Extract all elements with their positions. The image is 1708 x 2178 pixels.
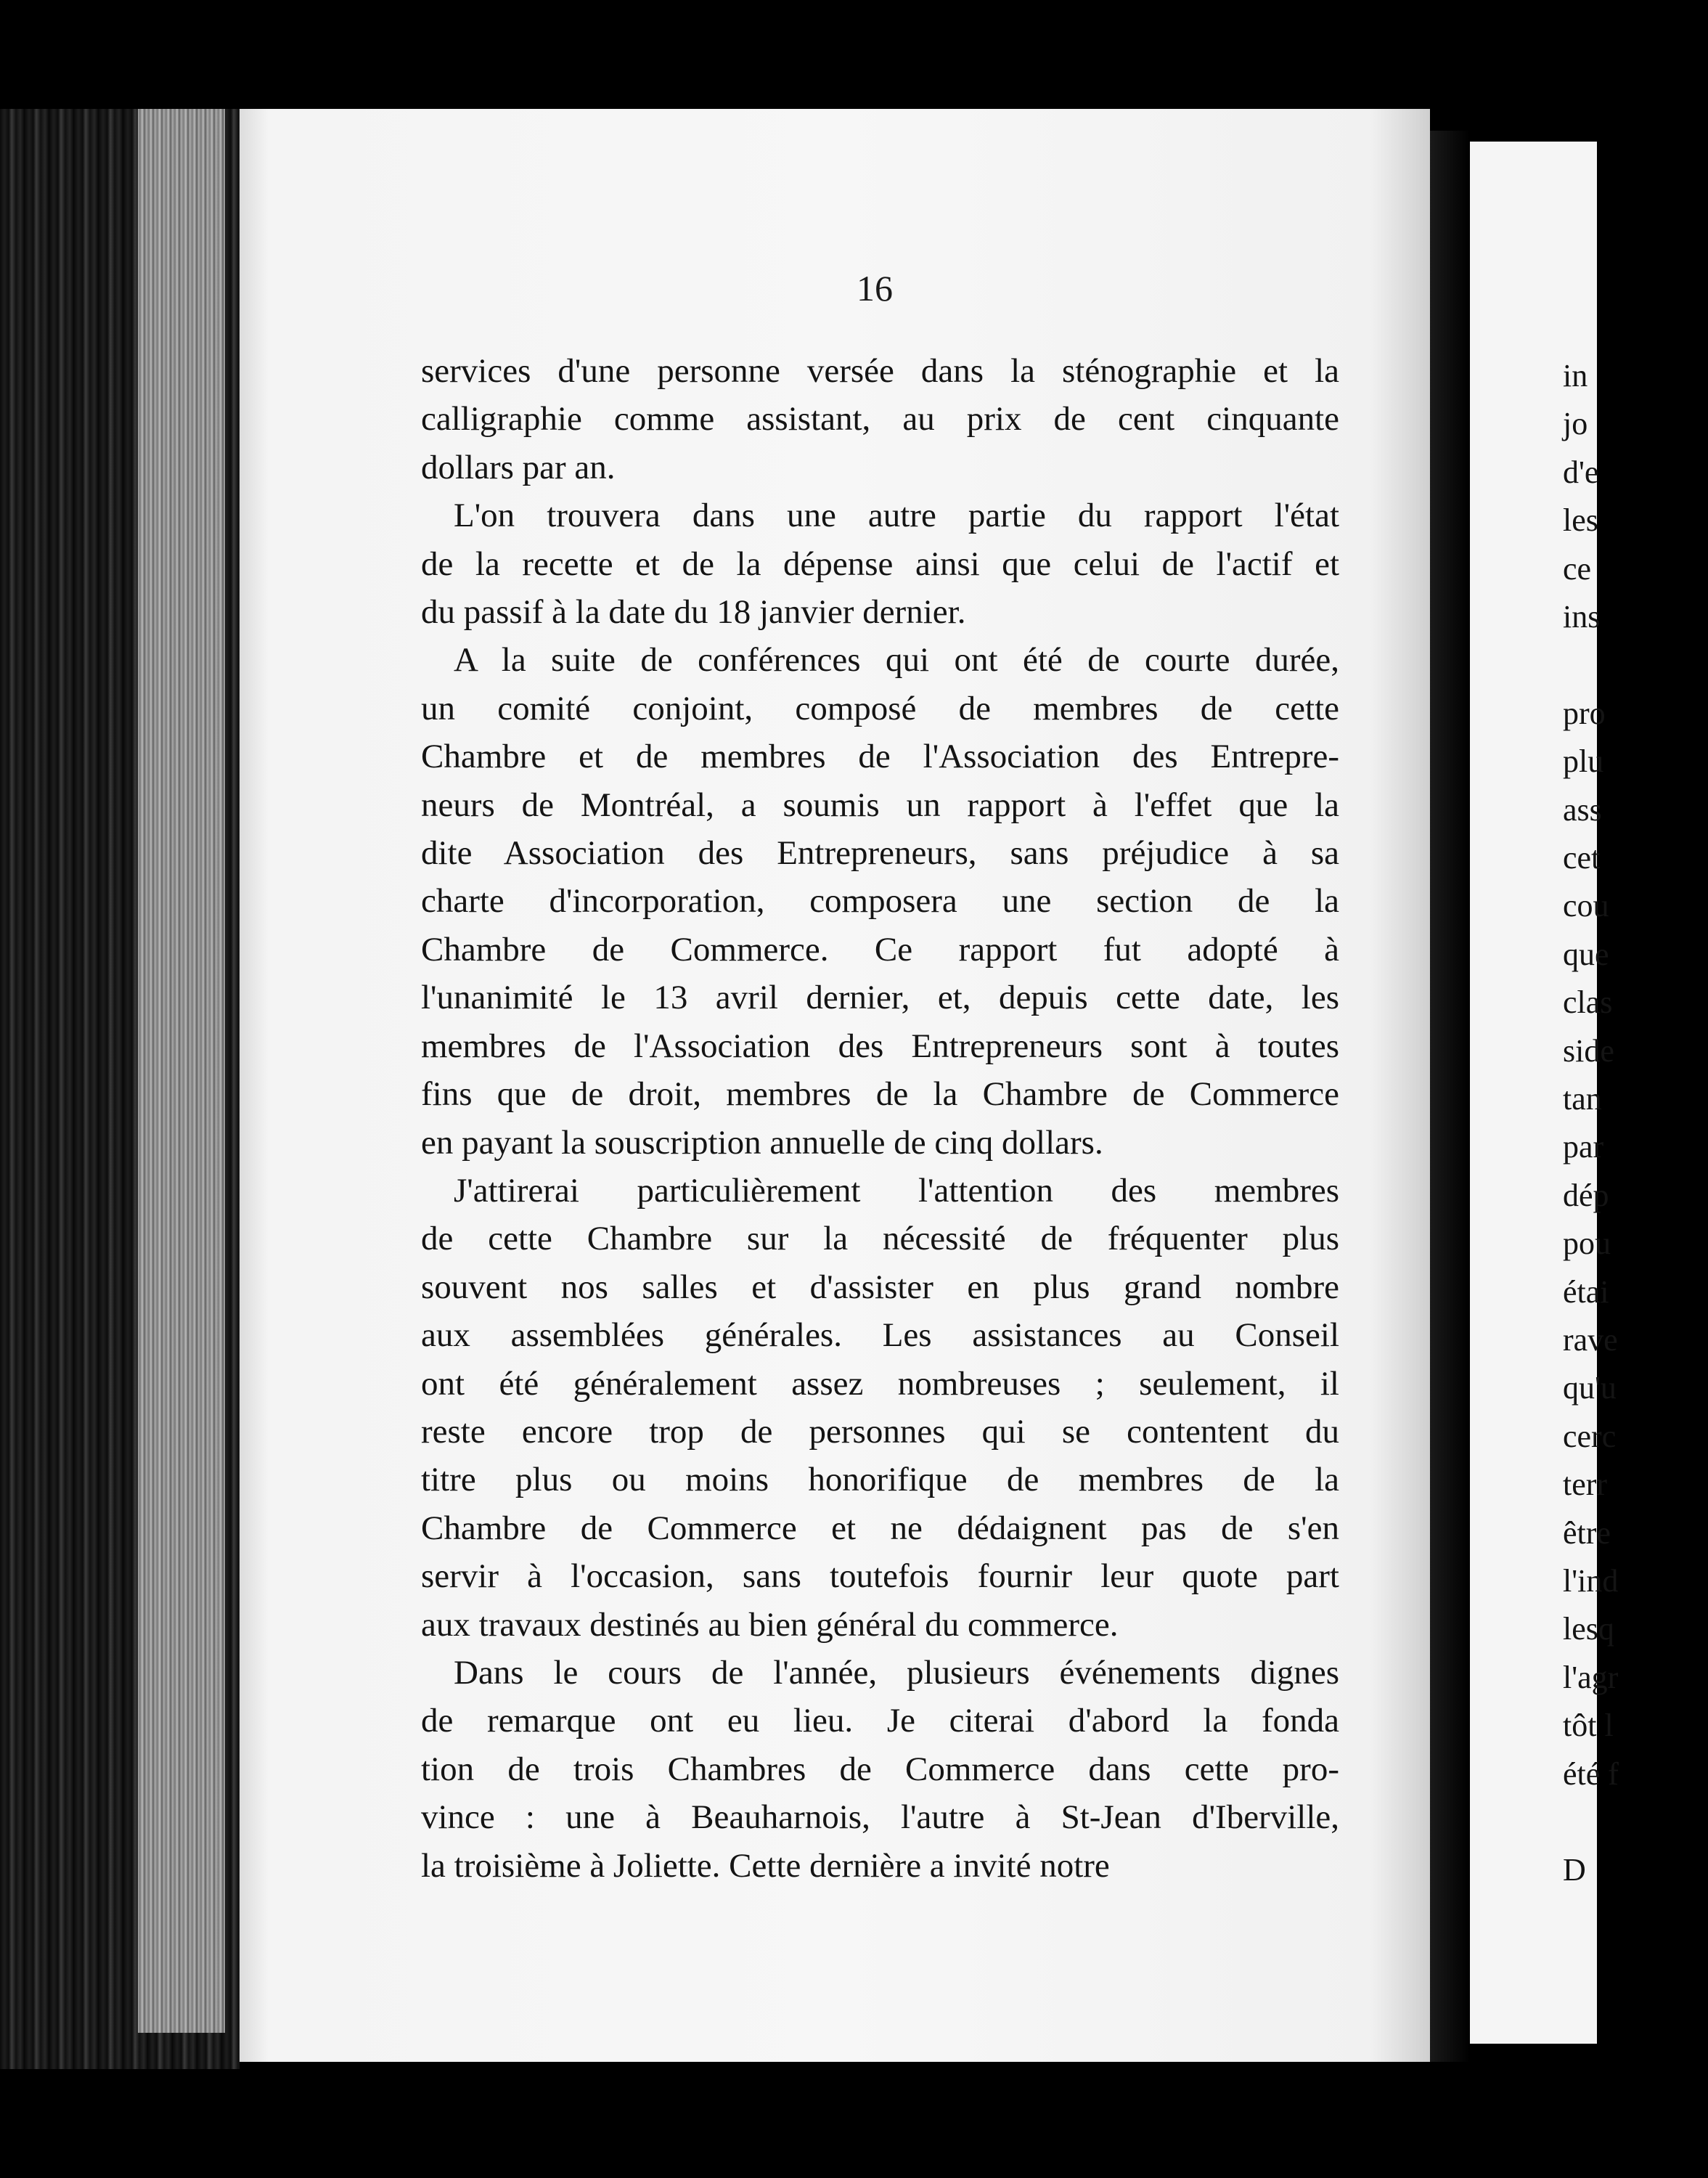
next-page-text-fragment: que xyxy=(1563,936,1609,972)
text-line: dollars par an. xyxy=(421,448,616,486)
next-page-text-fragment: être xyxy=(1563,1514,1611,1551)
next-page-text-fragment: rave xyxy=(1563,1322,1618,1358)
text-line: neurs de Montréal, a soumis un rapport à l'effet que la xyxy=(421,786,1339,824)
page-edges-highlight xyxy=(138,109,225,2033)
next-page-text-fragment: ins xyxy=(1563,599,1601,635)
text-line: L'on trouvera dans une autre partie du rapport l'état xyxy=(454,497,1339,535)
next-page-text-fragment: étai xyxy=(1563,1273,1609,1310)
text-line: de cette Chambre sur la nécessité de fréquenter plus xyxy=(421,1220,1339,1258)
page-number: 16 xyxy=(857,268,893,309)
text-line: un comité conjoint, composé de membres de cette xyxy=(421,689,1339,727)
next-page-text-fragment: side xyxy=(1563,1032,1614,1069)
next-page-text-fragment: été f xyxy=(1563,1755,1619,1792)
text-line: A la suite de conférences qui ont été de courte durée, xyxy=(454,641,1339,680)
paragraph xyxy=(421,492,1339,636)
next-page-text-fragment: in xyxy=(1563,358,1588,393)
next-page-text-fragment: d'e xyxy=(1563,454,1599,490)
text-line: charte d'incorporation, composera une section de la xyxy=(421,882,1339,921)
text-line: reste encore trop de personnes qui se contentent du xyxy=(421,1412,1339,1451)
text-line: du passif à la date du 18 janvier dernier. xyxy=(421,593,966,632)
next-page-text-fragment: ce xyxy=(1563,550,1592,587)
text-line: Chambre de Commerce. Ce rapport fut adopté à xyxy=(421,930,1339,968)
next-page-text-fragment: cet xyxy=(1563,840,1601,876)
text-line: tion de trois Chambres de Commerce dans cette pro- xyxy=(421,1750,1339,1788)
text-line: dite Association des Entrepreneurs, sans préjudice à sa xyxy=(421,834,1339,873)
body-text xyxy=(421,347,1339,1890)
text-line: aux travaux destinés au bien général du commerce. xyxy=(421,1605,1119,1644)
next-page-text-fragment: D xyxy=(1563,1852,1586,1888)
text-line: titre plus ou moins honorifique de membres de la xyxy=(421,1461,1339,1499)
text-line: en payant la souscription annuelle de cinq dollars. xyxy=(421,1123,1103,1162)
text-line: aux assemblées générales. Les assistances au Conseil xyxy=(421,1316,1339,1355)
paragraph xyxy=(421,1649,1339,1890)
text-line: calligraphie comme assistant, au prix de cent cinquante xyxy=(421,400,1339,439)
next-page-text-fragment: pou xyxy=(1563,1225,1611,1262)
next-page-text-fragment: dép xyxy=(1563,1177,1609,1213)
book-gutter xyxy=(1430,131,1470,2062)
text-line: la troisième à Joliette. Cette dernière a invité notre xyxy=(421,1846,1110,1885)
next-page-text-fragment: l'ind xyxy=(1563,1563,1619,1599)
text-line: Chambre de Commerce et ne dédaignent pas de s'en xyxy=(421,1509,1339,1547)
next-page-text-fragment: clas xyxy=(1563,984,1613,1021)
text-line: souvent nos salles et d'assister en plus grand nombre xyxy=(421,1268,1339,1306)
next-page-text-fragment: lesq xyxy=(1563,1611,1614,1647)
next-page-text-fragment: cerc xyxy=(1563,1418,1617,1454)
text-line: Chambre et de membres de l'Association des Entrepre- xyxy=(421,738,1339,776)
next-page-text-fragment: jo xyxy=(1563,406,1588,442)
next-page-text-fragment: par xyxy=(1563,1129,1604,1165)
text-line: vince : une à Beauharnois, l'autre à St-Jean d'Iberville, xyxy=(421,1798,1339,1837)
next-page-text-fragment: les xyxy=(1563,502,1598,539)
next-page-text-fragment: tôt l xyxy=(1563,1708,1614,1744)
paragraph xyxy=(421,347,1339,492)
text-line: servir à l'occasion, sans toutefois fournir leur quote part xyxy=(421,1557,1339,1596)
next-page-text-fragment: pro xyxy=(1563,695,1606,731)
paragraph xyxy=(421,636,1339,1166)
text-line: Dans le cours de l'année, plusieurs événements dignes xyxy=(454,1653,1339,1692)
next-page-text-fragment: qu'u xyxy=(1563,1370,1617,1406)
text-line: services d'une personne versée dans la sténographie et la xyxy=(421,352,1339,390)
text-line: ont été généralement assez nombreuses ; seulement, il xyxy=(421,1364,1339,1403)
text-line: J'attirerai particulièrement l'attention des membres xyxy=(454,1171,1339,1210)
text-line: l'unanimité le 13 avril dernier, et, depuis cette date, les xyxy=(421,979,1339,1017)
text-line: de la recette et de la dépense ainsi que celui de l'actif et xyxy=(421,544,1339,583)
text-line: de remarque ont eu lieu. Je citerai d'abord la fonda xyxy=(421,1702,1339,1740)
paragraph xyxy=(421,1167,1339,1649)
next-page-text-fragment: tan xyxy=(1563,1081,1602,1117)
next-page-text-fragment: terr xyxy=(1563,1467,1608,1503)
text-line: fins que de droit, membres de la Chambre de Commerce xyxy=(421,1075,1339,1114)
right-page-fragment xyxy=(1470,142,1619,2044)
next-page-text-fragment: cou xyxy=(1563,888,1609,924)
next-page-text-fragment: l'agr xyxy=(1563,1659,1619,1695)
text-line: membres de l'Association des Entrepreneurs sont à toutes xyxy=(421,1027,1339,1065)
next-page-text-fragment: plu xyxy=(1563,743,1604,780)
next-page-text-fragment: ass xyxy=(1563,791,1602,828)
